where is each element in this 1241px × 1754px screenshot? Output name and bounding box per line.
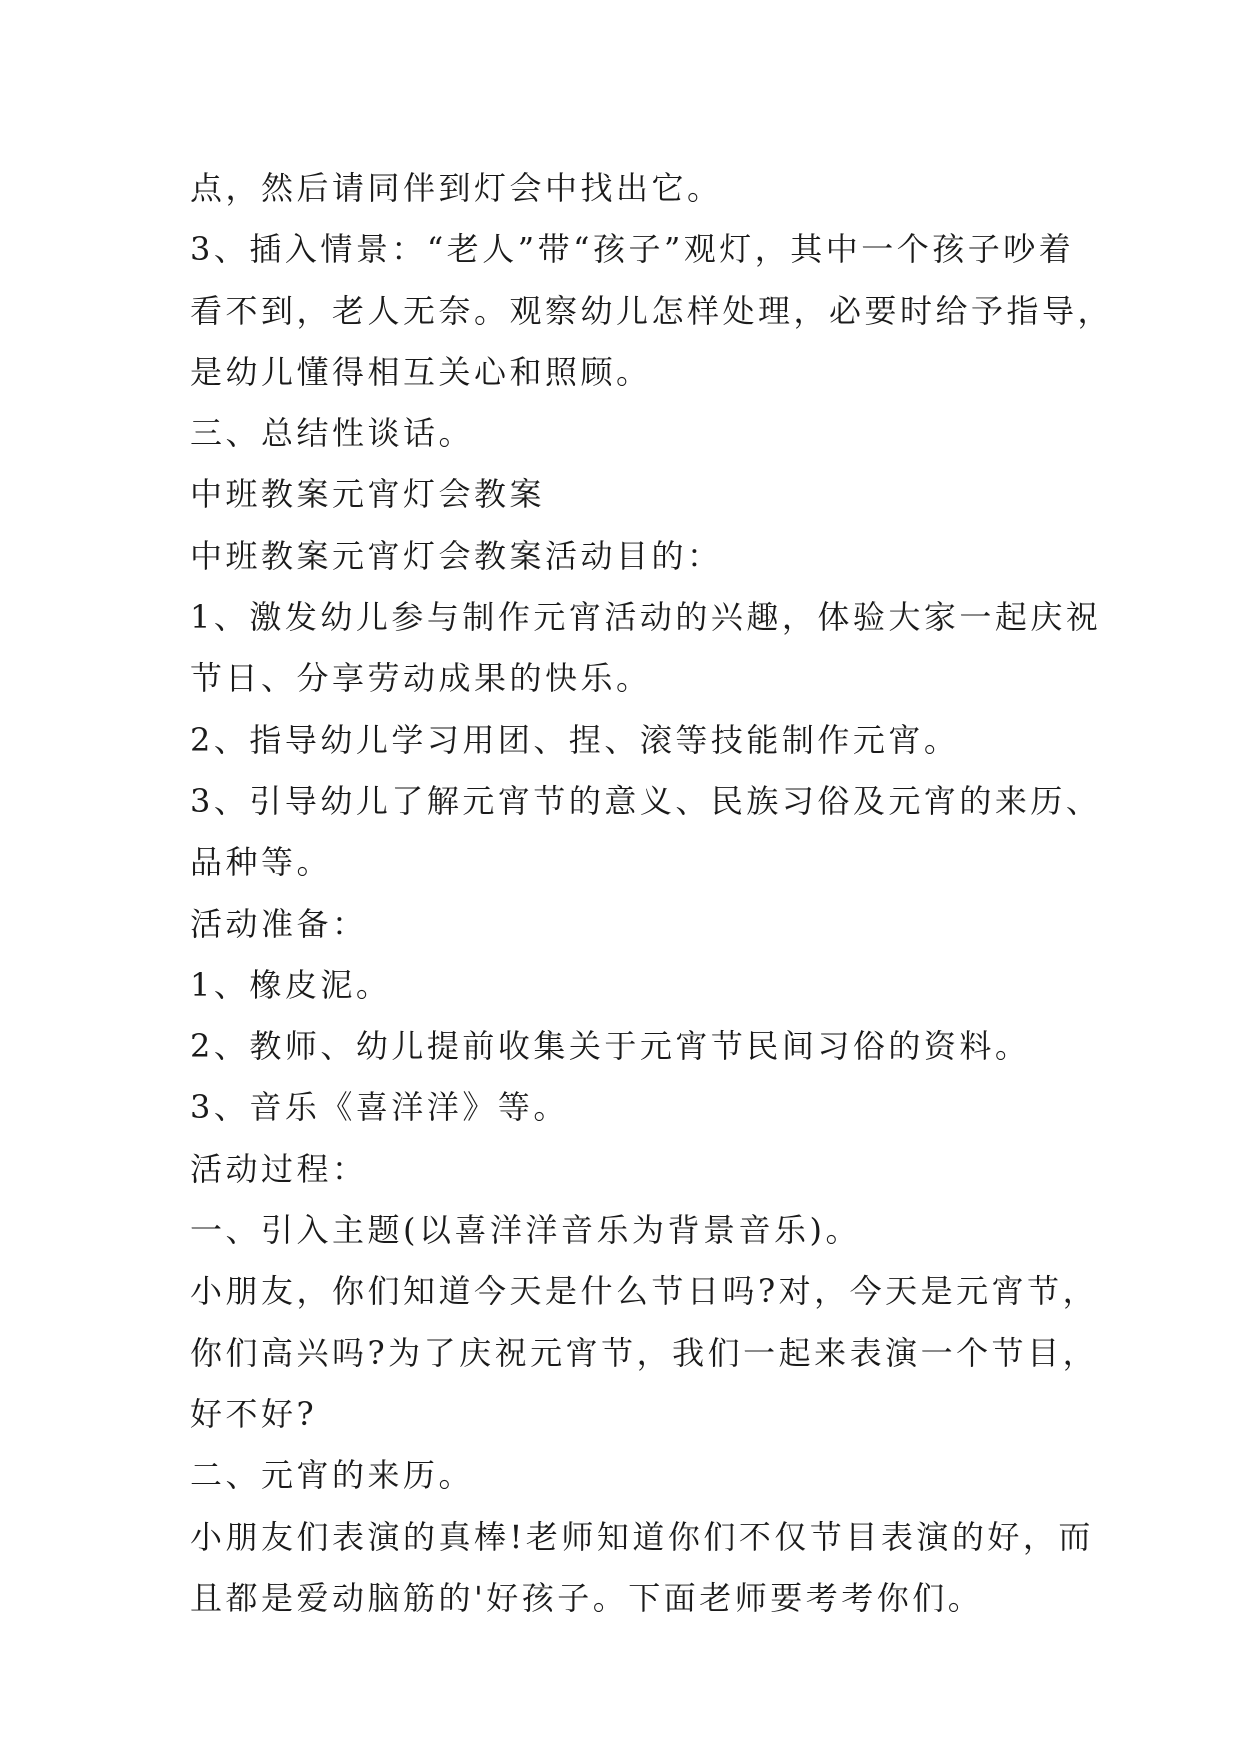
text-line: 点，然后请同伴到灯会中找出它。 — [190, 169, 723, 207]
text-line: 是幼儿懂得相互关心和照顾。 — [190, 352, 652, 391]
section-heading: 活动过程： — [190, 1149, 368, 1188]
text-line: 2、教师、幼儿提前收集关于元宵节民间习俗的资料。 — [190, 1027, 1031, 1066]
section-heading: 三、总结性谈话。 — [190, 414, 475, 453]
text-line: 你们高兴吗?为了庆祝元宵节，我们一起来表演一个节目， — [190, 1333, 1099, 1372]
text-line: 3、引导幼儿了解元宵节的意义、民族习俗及元宵的来历、 — [190, 781, 1102, 820]
document-body — [190, 158, 1114, 1629]
text-line: 1、橡皮泥。 — [190, 965, 392, 1004]
text-line: 好不好? — [190, 1394, 318, 1433]
text-line: 3、插入情景：“老人”带“孩子”观灯，其中一个孩子吵着 — [190, 230, 1075, 269]
text-line: 2、指导幼儿学习用团、捏、滚等技能制作元宵。 — [190, 720, 960, 759]
text-line: 品种等。 — [190, 843, 333, 882]
text-line: 且都是爱动脑筋的'好孩子。下面老师要考考你们。 — [190, 1578, 984, 1617]
text-line: 1、激发幼儿参与制作元宵活动的兴趣，体验大家一起庆祝 — [190, 598, 1102, 637]
text-line: 看不到，老人无奈。观察幼儿怎样处理，必要时给予指导， — [190, 291, 1114, 330]
document-title: 中班教案元宵灯会教案 — [190, 475, 546, 514]
section-heading: 活动准备： — [190, 904, 368, 943]
text-line: 节日、分享劳动成果的快乐。 — [190, 659, 652, 698]
section-heading: 中班教案元宵灯会教案活动目的： — [190, 536, 723, 575]
section-heading: 一、引入主题(以喜洋洋音乐为背景音乐)。 — [190, 1211, 861, 1250]
text-line: 3、音乐《喜洋洋》等。 — [190, 1088, 569, 1127]
text-line: 小朋友，你们知道今天是什么节日吗?对，今天是元宵节， — [190, 1272, 1099, 1311]
text-line: 小朋友们表演的真棒!老师知道你们不仅节目表演的好，而 — [190, 1517, 1094, 1556]
section-heading: 二、元宵的来历。 — [190, 1456, 475, 1495]
